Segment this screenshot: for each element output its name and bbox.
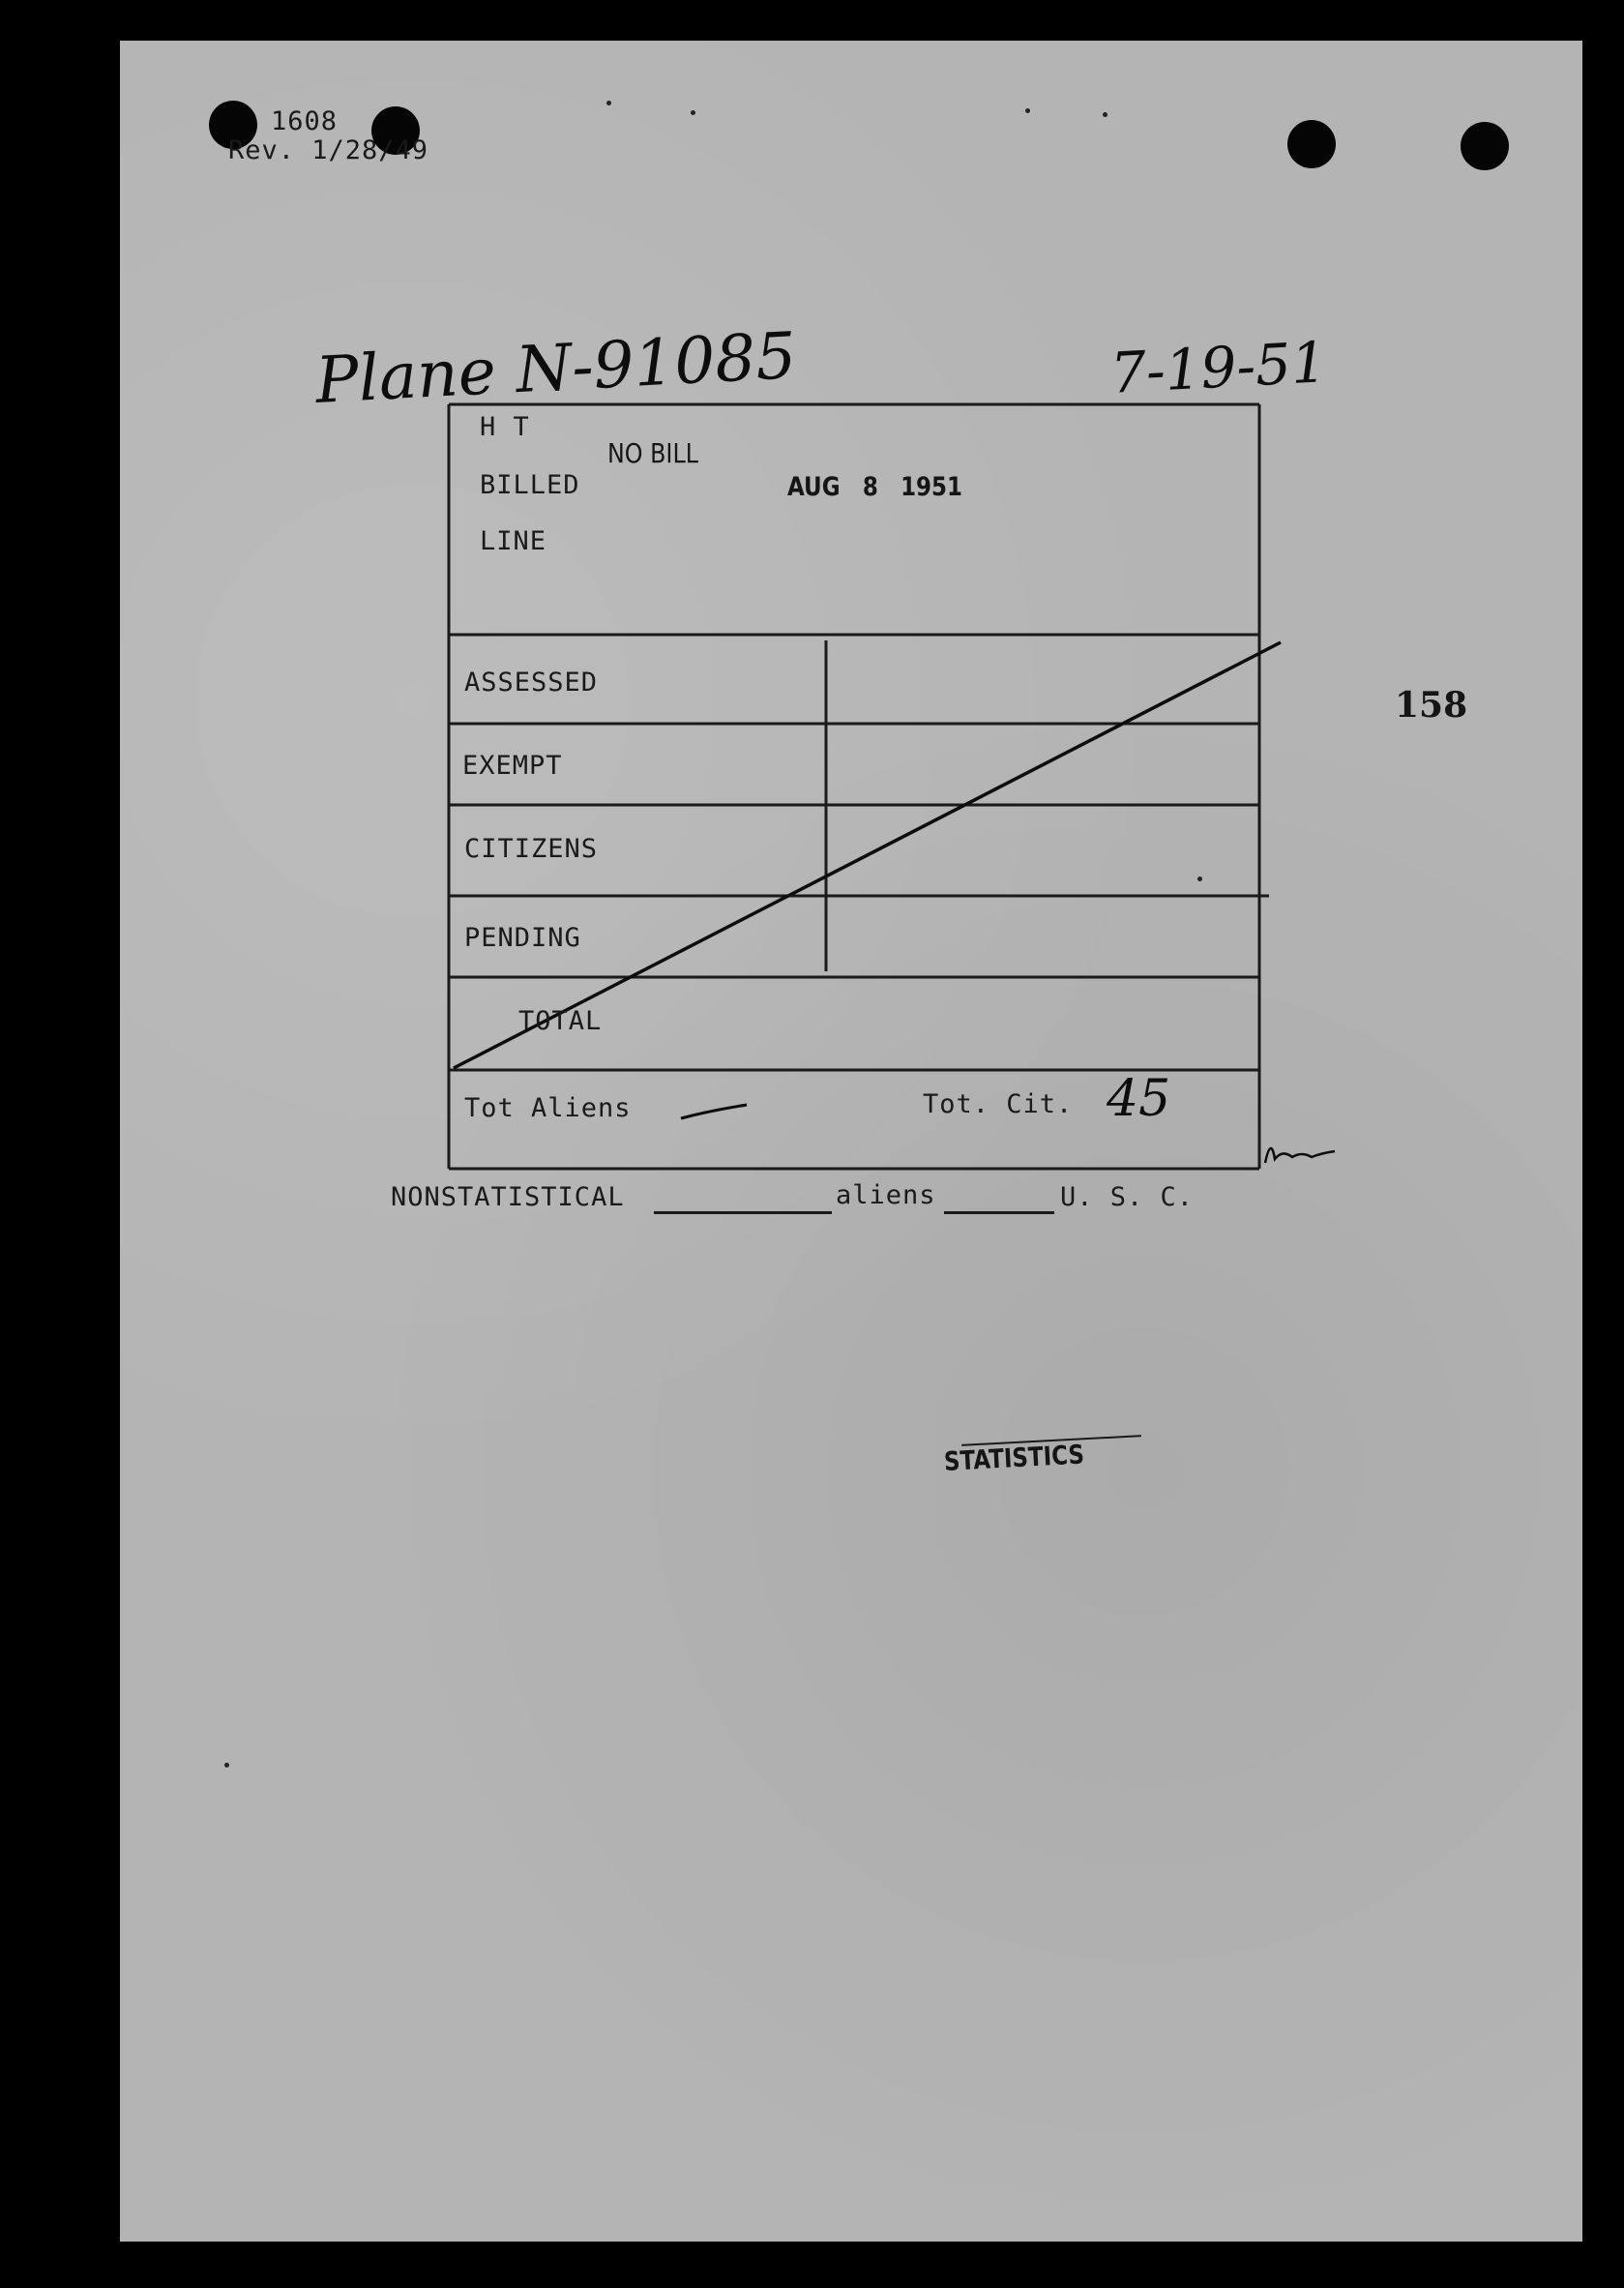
tot-aliens-dash xyxy=(681,1105,747,1118)
row-assessed: ASSESSED xyxy=(464,668,599,698)
form-revision: Rev. 1/28/49 xyxy=(228,135,429,165)
plane-id: Plane N-91085 xyxy=(313,318,799,418)
nonstatistical-blank xyxy=(654,1211,832,1214)
billed-label: BILLED xyxy=(480,470,580,500)
initials-mark xyxy=(1265,1148,1335,1163)
row-exempt: EXEMPT xyxy=(462,751,563,781)
tot-aliens-label: Tot Aliens xyxy=(464,1093,632,1123)
stat-table-lines xyxy=(120,41,1582,2242)
received-date-stamp: AUG 8 1951 xyxy=(787,472,962,502)
aliens-blank xyxy=(944,1211,1054,1214)
no-bill-stamp: NO BILL xyxy=(607,437,698,469)
form-number: 1608 xyxy=(271,106,339,136)
row-citizens: CITIZENS xyxy=(464,834,599,864)
handwritten-date: 7-19-51 xyxy=(1108,329,1329,406)
tot-cit-label: Tot. Cit. xyxy=(923,1089,1074,1119)
usc-label: U. S. C. xyxy=(1060,1182,1195,1212)
statistics-stamp: STATISTICS xyxy=(943,1440,1085,1477)
ht-label: H T xyxy=(480,412,530,442)
nonstatistical-label: NONSTATISTICAL xyxy=(391,1182,625,1212)
row-pending: PENDING xyxy=(464,923,581,953)
document-page xyxy=(120,41,1582,2242)
page-number: 158 xyxy=(1395,685,1468,726)
row-total: TOTAL xyxy=(518,1006,603,1036)
tot-cit-value: 45 xyxy=(1107,1070,1171,1128)
line-label: LINE xyxy=(480,526,547,556)
aliens-label: aliens xyxy=(836,1180,936,1210)
